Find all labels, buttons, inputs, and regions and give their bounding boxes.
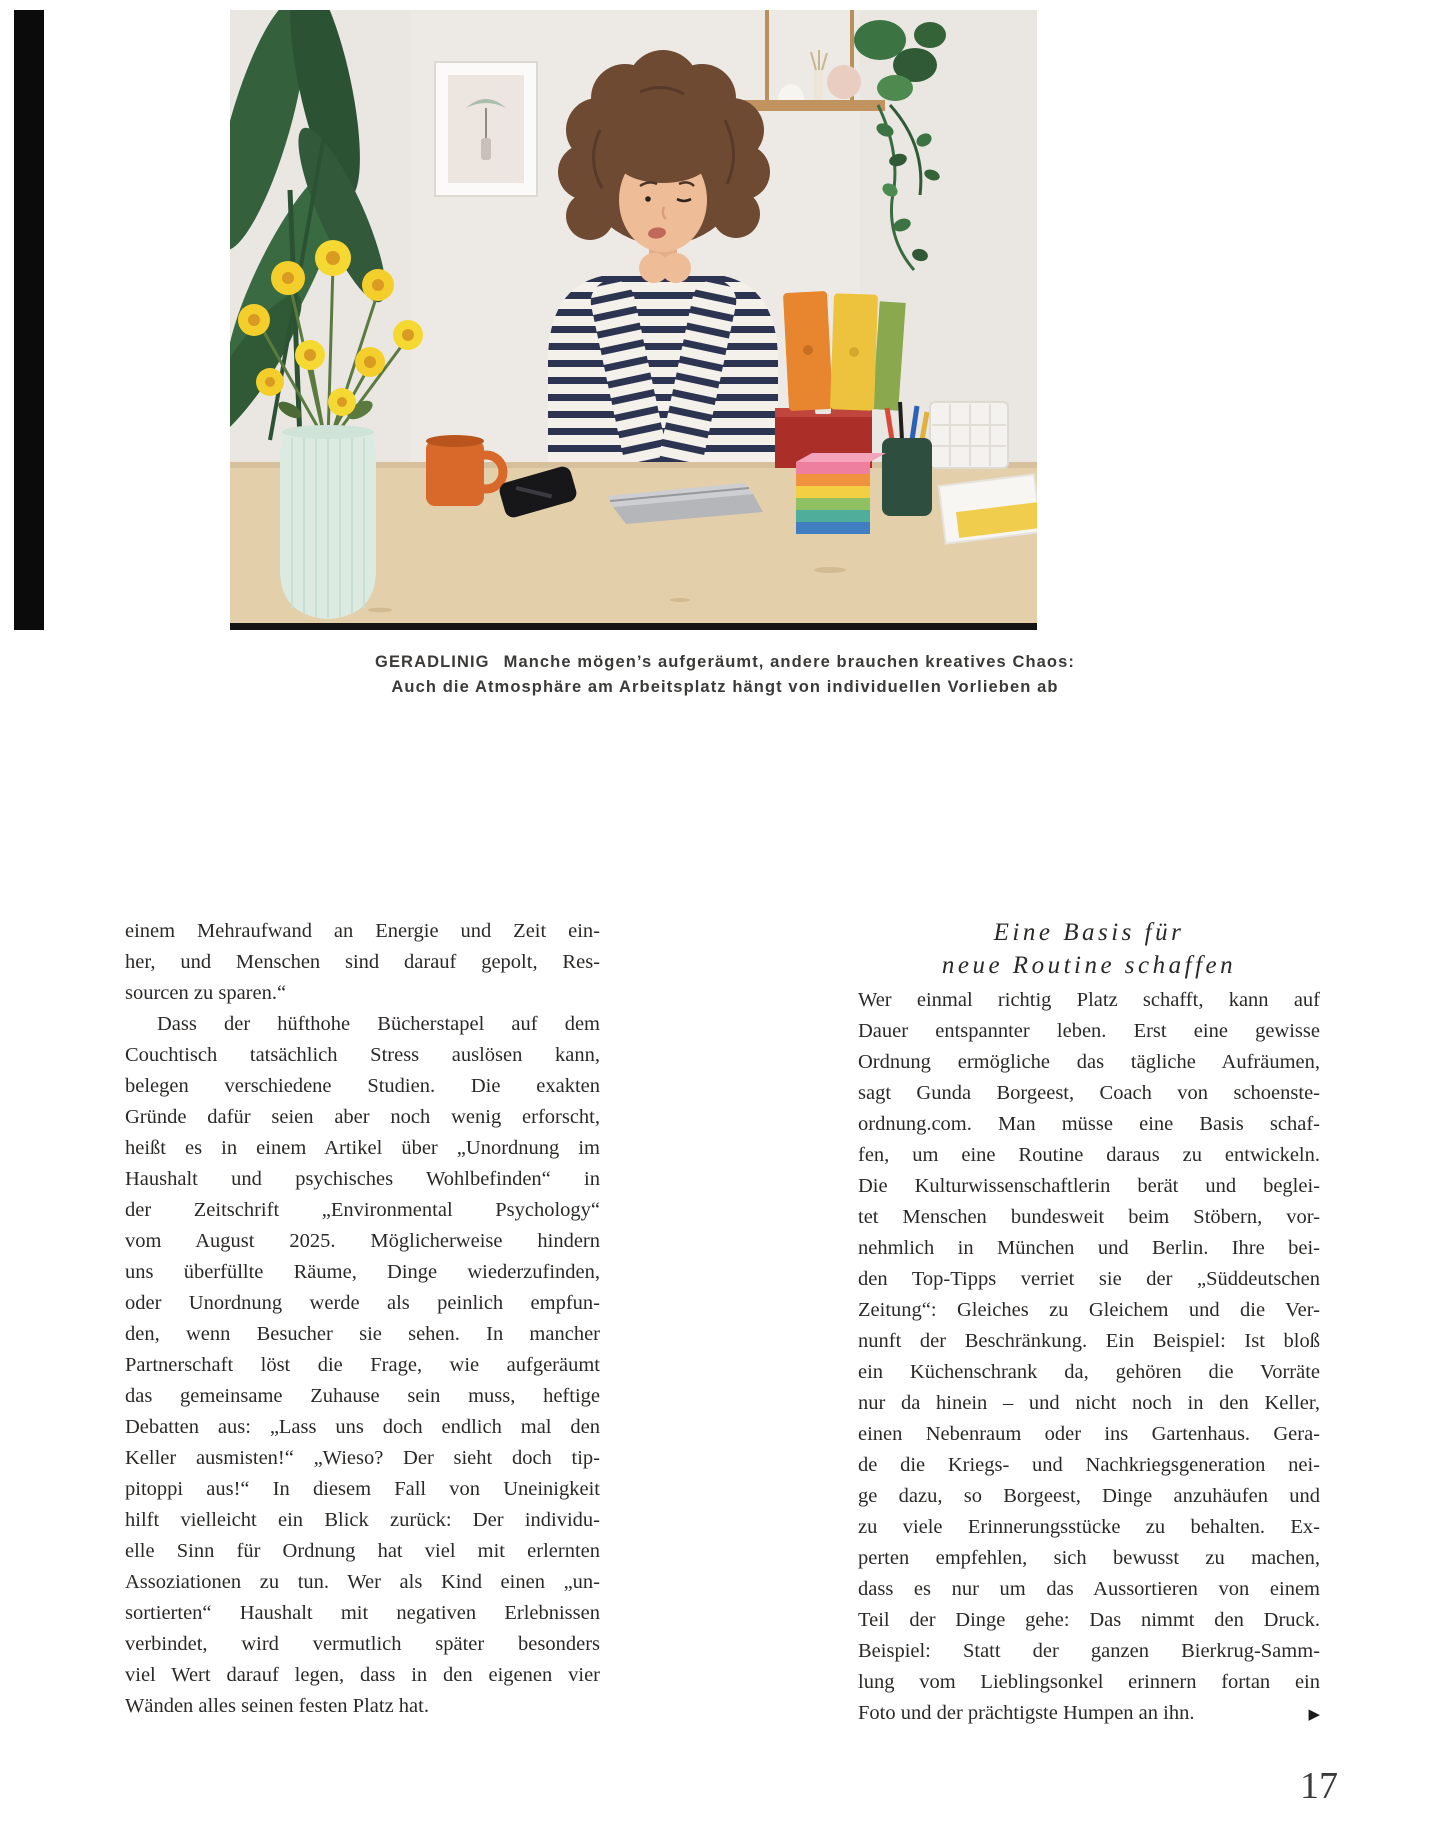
section-heading-line-1: Eine Basis für: [993, 919, 1185, 946]
text-line: Dass der hüfthohe Bücherstapel auf dem: [157, 1013, 600, 1035]
article-column-left: [125, 916, 600, 1730]
text-line: viel Wert darauf legen, dass in den eigenen vier: [125, 1664, 600, 1686]
text-line: Die Kulturwissenschaftlerin berät und beglei-: [858, 1175, 1320, 1197]
text-line: [858, 1698, 1320, 1730]
paper-stack: [939, 474, 1037, 543]
article-columns: [125, 916, 1320, 1730]
text-line: oder Unordnung werde als peinlich empfun-: [125, 1292, 600, 1314]
hero-photo: [230, 10, 1037, 630]
ring-binders: [783, 291, 906, 411]
wall-picture-frame: [435, 62, 537, 196]
text-line: Ordnung ermögliche das tägliche Aufräumen,: [858, 1051, 1320, 1073]
text-line: sagt Gunda Borgeest, Coach von schoenste-: [858, 1082, 1320, 1104]
hero-photo-illustration: [230, 10, 1037, 630]
text-line: hilft vielleicht ein Blick zurück: Der individu-: [125, 1509, 600, 1531]
text-line: her, und Menschen sind darauf gepolt, Res-: [125, 951, 600, 973]
photo-bottom-rule: [230, 623, 1037, 630]
text-line: Haushalt und psychisches Wohlbefinden“ in: [125, 1168, 600, 1190]
text-line: ein Küchenschrank da, gehören die Vorräte: [858, 1361, 1320, 1383]
caption-line-1-text: Manche mögen’s aufgeräumt, andere brauchen kreatives Chaos:: [503, 653, 1075, 671]
text-line: vom August 2025. Möglicherweise hindern: [125, 1230, 600, 1252]
text-line: Keller ausmisten!“ „Wieso? Der sieht doch tip-: [125, 1447, 600, 1469]
continuation-arrow-icon: ▶: [1308, 1705, 1320, 1723]
text-line: das gemeinsame Zuhause sein muss, heftige: [125, 1385, 600, 1407]
paragraph: [858, 985, 1320, 1730]
text-line: Teil der Dinge gehe: Das nimmt den Druck.: [858, 1609, 1320, 1631]
text-line: tet Menschen bundesweit beim Stöbern, vor-: [858, 1206, 1320, 1228]
text-line: nunft der Beschränkung. Ein Beispiel: Ist bloß: [858, 1330, 1320, 1352]
text-line: uns überfüllte Räume, Dinge wiederzufinden,: [125, 1261, 600, 1283]
paragraph: [125, 916, 600, 1009]
text-line-text: Foto und der prächtigste Humpen an ihn.: [858, 1702, 1195, 1724]
text-line: nur da hinein – und nicht noch in den Keller,: [858, 1392, 1320, 1414]
text-line: fen, um eine Routine daraus zu entwickeln.: [858, 1144, 1320, 1166]
text-line: Wer einmal richtig Platz schafft, kann auf: [858, 989, 1320, 1011]
text-line: Partnerschaft löst die Frage, wie aufgeräumt: [125, 1354, 600, 1376]
text-line: Beispiel: Statt der ganzen Bierkrug-Samm-: [858, 1640, 1320, 1662]
text-line: ge dazu, so Borgeest, Dinge anzuhäufen und: [858, 1485, 1320, 1507]
text-line: Dauer entspannter leben. Erst eine gewisse: [858, 1020, 1320, 1042]
left-accent-bar: [14, 10, 44, 630]
text-line: Couchtisch tatsächlich Stress auslösen kann,: [125, 1044, 600, 1066]
text-line: Assoziationen zu tun. Wer als Kind einen „un-: [125, 1571, 600, 1593]
wire-basket: [930, 402, 1008, 468]
page-number: 17: [1300, 1765, 1338, 1807]
paragraph: [125, 1009, 600, 1722]
text-line: Wänden alles seinen festen Platz hat.: [125, 1695, 429, 1717]
text-line: pitoppi aus!“ In diesem Fall von Uneinigkeit: [125, 1478, 600, 1500]
section-heading: [858, 916, 1320, 982]
text-line: den Top-Tipps verriet sie der „Süddeutschen: [858, 1268, 1320, 1290]
text-line: einen Nebenraum oder ins Gartenhaus. Gera-: [858, 1423, 1320, 1445]
caption-keyword: GERADLINIG: [375, 653, 490, 671]
text-line: verbindet, wird vermutlich später besonders: [125, 1633, 600, 1655]
text-line: der Zeitschrift „Environmental Psychology“: [125, 1199, 600, 1221]
text-line: perten empfehlen, sich bewusst zu machen,: [858, 1547, 1320, 1569]
text-line: den, wenn Besucher sie sehen. In mancher: [125, 1323, 600, 1345]
article-column-right: [858, 916, 1320, 1730]
text-line: belegen verschiedene Studien. Die exakten: [125, 1075, 600, 1097]
text-line: elle Sinn für Ordnung hat viel mit erlernten: [125, 1540, 600, 1562]
caption-line-2: Auch die Atmosphäre am Arbeitsplatz hängt von individuellen Vorlieben ab: [391, 678, 1059, 696]
text-line: nehmlich in München und Berlin. Ihre bei-: [858, 1237, 1320, 1259]
section-heading-line-2: neue Routine schaffen: [941, 952, 1237, 979]
text-line: heißt es in einem Artikel über „Unordnung im: [125, 1137, 600, 1159]
text-line: zu viele Erinnerungsstücke zu behalten. Ex-: [858, 1516, 1320, 1538]
photo-caption: [125, 650, 1325, 700]
text-line: de die Kriegs- und Nachkriegsgeneration nei-: [858, 1454, 1320, 1476]
text-line: sortierten“ Haushalt mit negativen Erlebnissen: [125, 1602, 600, 1624]
text-line: dass es nur um das Aussortieren von einem: [858, 1578, 1320, 1600]
text-line: lung vom Lieblingsonkel erinnern fortan ein: [858, 1671, 1320, 1693]
text-line: einem Mehraufwand an Energie und Zeit ein-: [125, 920, 600, 942]
text-line: Gründe dafür seien aber noch wenig erforscht,: [125, 1106, 600, 1128]
text-line: ordnung.com. Man müsse eine Basis schaf-: [858, 1113, 1320, 1135]
text-line: Zeitung“: Gleiches zu Gleichem und die Ver-: [858, 1299, 1320, 1321]
text-line: Debatten aus: „Lass uns doch endlich mal den: [125, 1416, 600, 1438]
caption-line-1: [125, 650, 1325, 675]
text-line: sourcen zu sparen.“: [125, 982, 287, 1004]
